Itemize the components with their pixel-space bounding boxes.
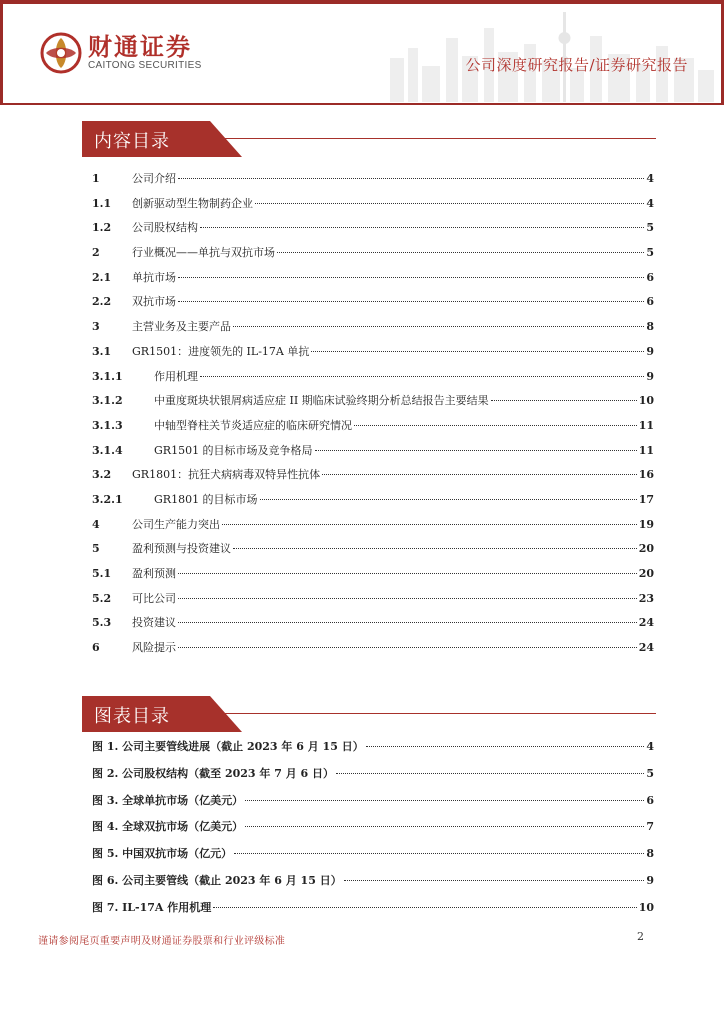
toc-leader-dots: [233, 326, 644, 327]
figure-leader-dots: [213, 907, 636, 908]
toc-entry[interactable]: [92, 293, 654, 318]
figure-entry[interactable]: [92, 872, 654, 899]
figure-leader-dots: [245, 800, 644, 801]
report-type-label: 公司深度研究报告/证券研究报告: [465, 56, 688, 74]
toc-leader-dots: [311, 351, 644, 352]
toc-leader-dots: [315, 450, 637, 451]
toc-entry[interactable]: [92, 614, 654, 639]
toc-entry[interactable]: [92, 442, 654, 467]
figure-entry[interactable]: [92, 845, 654, 872]
toc-entry-page: 8: [646, 320, 654, 334]
toc-entry-title: GR1501：进度领先的 IL-17A 单抗: [132, 344, 310, 358]
toc-entry-number: 5.2: [92, 591, 112, 605]
toc-entry-page: 9: [646, 369, 654, 383]
figure-entry[interactable]: [92, 765, 654, 792]
toc-entry-title: 中重度斑块状银屑病适应症 II 期临床试验终期分析总结报告主要结果: [154, 394, 489, 408]
toc-entry[interactable]: [92, 219, 654, 244]
toc-leader-dots: [255, 203, 644, 204]
toc-entry-number: 2.1: [92, 270, 112, 284]
figure-entry-page: 7: [646, 820, 654, 834]
figures-heading: 图表目录: [94, 706, 170, 727]
toc-entry[interactable]: [92, 195, 654, 220]
toc-leader-dots: [178, 277, 644, 278]
figure-entry-page: 8: [646, 847, 654, 861]
toc-entry-number: 2.2: [92, 295, 112, 309]
toc-entry-title: 行业概况——单抗与双抗市场: [132, 246, 275, 260]
toc-leader-dots: [233, 548, 637, 549]
toc-entry-page: 6: [646, 295, 654, 309]
toc-entry-title: 公司股权结构: [132, 221, 198, 235]
toc-entry-number: 3.1.1: [92, 369, 123, 383]
toc-entry-page: 16: [638, 468, 654, 482]
toc-entry-page: 6: [646, 270, 654, 284]
toc-entry-page: 11: [638, 443, 654, 457]
toc-leader-dots: [178, 301, 644, 302]
figure-entry-page: 6: [646, 793, 654, 807]
toc-entry-title: 作用机理: [154, 369, 198, 383]
toc-entry-title: 双抗市场: [132, 295, 176, 309]
figure-leader-dots: [344, 880, 645, 881]
figure-entry-title: 图 6. 公司主要管线（截止 2023 年 6 月 15 日）: [92, 873, 342, 887]
toc-entry-title: 风险提示: [132, 641, 176, 655]
toc-entry-number: 3: [92, 320, 100, 334]
toc-leader-dots: [260, 499, 637, 500]
logo-emblem-icon: [40, 32, 82, 74]
page-number: 2: [637, 930, 644, 943]
toc-entry-page: 20: [638, 567, 654, 580]
toc-entry-number: 5.1: [92, 567, 112, 580]
logo-english-name: CAITONG SECURITIES: [88, 60, 202, 71]
figure-entry-title: 图 7. IL-17A 作用机理: [92, 900, 212, 914]
figure-entry-page: 9: [646, 873, 654, 887]
toc-entry-title: 盈利预测: [132, 567, 176, 580]
toc-leader-dots: [322, 474, 637, 475]
toc-leader-dots: [222, 524, 637, 525]
toc-entry-page: 24: [638, 641, 654, 655]
figure-entry[interactable]: [92, 899, 654, 926]
toc-entry-number: 3.1.2: [92, 394, 123, 408]
toc-entry[interactable]: [92, 170, 654, 195]
footer-disclaimer: 谨请参阅尾页重要声明及财通证券股票和行业评级标准: [38, 936, 286, 947]
toc-entry-number: 3.2.1: [92, 492, 123, 506]
toc-entry[interactable]: [92, 417, 654, 442]
figure-leader-dots: [366, 746, 645, 747]
header-left-border: [0, 0, 3, 104]
toc-entry-number: 2: [92, 246, 100, 260]
toc-entry[interactable]: [92, 392, 654, 417]
toc-entry-number: 4: [92, 517, 100, 531]
figure-leader-dots: [336, 773, 644, 774]
toc-banner: [82, 121, 662, 157]
toc-leader-dots: [200, 227, 644, 228]
toc-entry-title: 公司生产能力突出: [132, 517, 220, 531]
toc-entry[interactable]: [92, 491, 654, 516]
toc-heading: 内容目录: [94, 131, 170, 152]
toc-entry-page: 11: [638, 418, 654, 432]
figure-entry-page: 5: [646, 766, 654, 780]
toc-entry[interactable]: [92, 368, 654, 393]
toc-entry[interactable]: [92, 343, 654, 368]
toc-entry-title: GR1801 的目标市场: [154, 492, 258, 506]
toc-entry-page: 23: [638, 591, 654, 605]
toc-entry-page: 4: [646, 172, 654, 185]
toc-entry-title: GR1501 的目标市场及竞争格局: [154, 443, 313, 457]
toc-entry-number: 3.1: [92, 344, 112, 358]
table-of-contents: [92, 170, 654, 664]
toc-entry-title: 可比公司: [132, 591, 176, 605]
toc-entry-number: 1: [92, 172, 100, 185]
figure-entry[interactable]: [92, 818, 654, 845]
toc-entry[interactable]: [92, 466, 654, 491]
header-top-border: [0, 0, 724, 4]
toc-entry-title: 创新驱动型生物制药企业: [132, 196, 253, 210]
toc-entry-number: 3.1.4: [92, 443, 123, 457]
toc-entry-page: 5: [646, 221, 654, 235]
toc-leader-dots: [354, 425, 637, 426]
toc-entry-title: 投资建议: [132, 616, 176, 630]
figures-banner: [82, 696, 662, 732]
header-divider: [0, 103, 724, 105]
toc-entry-page: 4: [646, 196, 654, 210]
toc-entry-title: 主营业务及主要产品: [132, 320, 231, 334]
toc-entry[interactable]: [92, 565, 654, 590]
toc-entry-number: 5: [92, 542, 100, 556]
toc-entry-page: 9: [646, 344, 654, 358]
figure-entry-title: 图 2. 公司股权结构（截至 2023 年 7 月 6 日）: [92, 766, 335, 780]
toc-leader-dots: [178, 622, 637, 623]
toc-leader-dots: [200, 376, 644, 377]
toc-leader-dots: [277, 252, 644, 253]
toc-entry[interactable]: [92, 244, 654, 269]
toc-entry-number: 3.1.3: [92, 418, 123, 432]
figure-entry[interactable]: [92, 792, 654, 819]
toc-entry[interactable]: [92, 639, 654, 664]
figure-entry-title: 图 1. 公司主要管线进展（截止 2023 年 6 月 15 日）: [92, 740, 364, 753]
toc-leader-dots: [491, 400, 637, 401]
toc-entry[interactable]: [92, 590, 654, 615]
figure-entry-title: 图 3. 全球单抗市场（亿美元）: [92, 793, 244, 807]
toc-entry-page: 24: [638, 616, 654, 630]
toc-leader-dots: [178, 573, 637, 574]
toc-entry-page: 5: [646, 246, 654, 260]
figure-entry-title: 图 4. 全球双抗市场（亿美元）: [92, 820, 244, 834]
toc-entry[interactable]: [92, 516, 654, 541]
toc-banner-rule: [210, 138, 656, 139]
toc-entry-title: 单抗市场: [132, 270, 176, 284]
toc-entry-title: GR1801：抗狂犬病病毒双特异性抗体: [132, 468, 321, 482]
toc-entry-number: 3.2: [92, 468, 112, 482]
figure-leader-dots: [245, 826, 644, 827]
toc-entry-number: 6: [92, 641, 100, 655]
toc-entry-number: 1.2: [92, 221, 112, 235]
toc-entry-number: 5.3: [92, 616, 112, 630]
toc-entry-page: 17: [638, 492, 654, 506]
toc-leader-dots: [178, 647, 637, 648]
toc-entry-page: 20: [638, 542, 654, 556]
toc-entry[interactable]: [92, 269, 654, 294]
logo-chinese-name: 财通证券: [88, 33, 192, 61]
company-logo: [40, 32, 202, 74]
toc-leader-dots: [178, 178, 644, 179]
toc-entry-title: 公司介绍: [132, 172, 176, 185]
toc-entry[interactable]: [92, 318, 654, 343]
toc-entry-page: 19: [638, 517, 654, 531]
figures-banner-rule: [210, 713, 656, 714]
toc-entry-title: 中轴型脊柱关节炎适应症的临床研究情况: [154, 418, 352, 432]
toc-leader-dots: [178, 598, 637, 599]
toc-entry-number: 1.1: [92, 196, 112, 210]
figure-entry-title: 图 5. 中国双抗市场（亿元）: [92, 847, 233, 861]
toc-entry[interactable]: [92, 540, 654, 565]
figure-entry[interactable]: [92, 738, 654, 765]
figure-entry-page: 10: [638, 900, 654, 914]
toc-entry-title: 盈利预测与投资建议: [132, 542, 231, 556]
list-of-figures: [92, 738, 654, 926]
figure-entry-page: 4: [646, 740, 654, 753]
figure-leader-dots: [234, 853, 644, 854]
toc-entry-page: 10: [638, 394, 654, 408]
